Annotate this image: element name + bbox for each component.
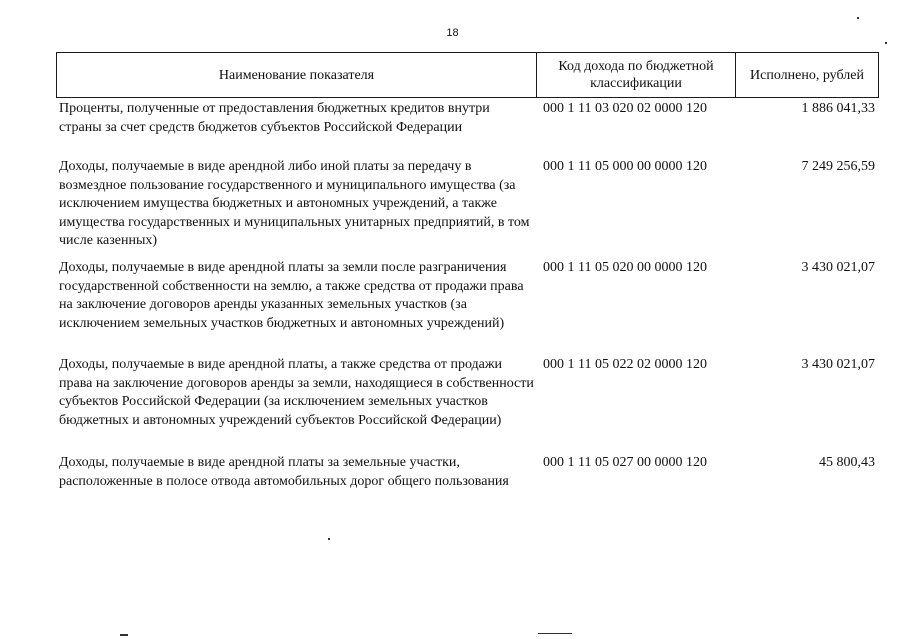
row-executed-amount: 7 249 256,59 [801,159,875,174]
page-number: 18 [446,27,459,39]
row-revenue-code: 000 1 11 05 020 00 0000 120 [543,260,707,275]
header-revenue-code: Код дохода по бюджетной классификации [537,53,736,97]
row-indicator-name: Доходы, получаемые в виде арендной платы за земельные участки, расположенные в полосе отвода автомобильных дорог общего пользования [59,455,509,489]
row-indicator-name: Доходы, получаемые в виде арендной платы за земли после разграничения государственной собственности на землю, а также средства от продажи права на заключение договоров аренды указанных земельных участков (за исключением земельных участков бюджетных и автономных учреждений) [59,260,524,331]
row-revenue-code: 000 1 11 05 022 02 0000 120 [543,357,707,372]
scan-artifact [857,17,859,19]
row-revenue-code: 000 1 11 03 020 02 0000 120 [543,101,707,116]
row-indicator-name: Доходы, получаемые в виде арендной платы, а также средства от продажи права на заключение договоров аренды за земли, находящиеся в собственности субъектов Российской Федерации (за исключением земельных участков бюджетных и автономных учреждений субъектов Российской Федерации) [59,357,534,428]
row-executed-amount: 1 886 041,33 [801,101,875,116]
scan-artifact [885,42,887,44]
header-executed-amount: Исполнено, рублей [750,67,864,83]
table-header [56,52,879,98]
row-revenue-code: 000 1 11 05 027 00 0000 120 [543,455,707,470]
header-indicator-name: Наименование показателя [57,53,537,97]
row-revenue-code: 000 1 11 05 000 00 0000 120 [543,159,707,174]
row-executed-amount: 3 430 021,07 [801,357,875,372]
row-executed-amount: 3 430 021,07 [801,260,875,275]
scan-artifact [120,634,128,636]
row-indicator-name: Проценты, полученные от предоставления бюджетных кредитов внутри страны за счет средств бюджетов субъектов Российской Федерации [59,101,490,135]
row-indicator-name: Доходы, получаемые в виде арендной либо иной платы за передачу в возмездное пользование государственного и муниципального имущества (за исключением имущества бюджетных и автономных учреждений, а также имущества государственных и муниципальных унитарных предприятий, в том числе казенных) [59,159,530,249]
scan-artifact [328,538,330,540]
row-executed-amount: 45 800,43 [819,455,875,470]
scan-artifact [538,633,572,634]
revenue-table [56,52,879,489]
